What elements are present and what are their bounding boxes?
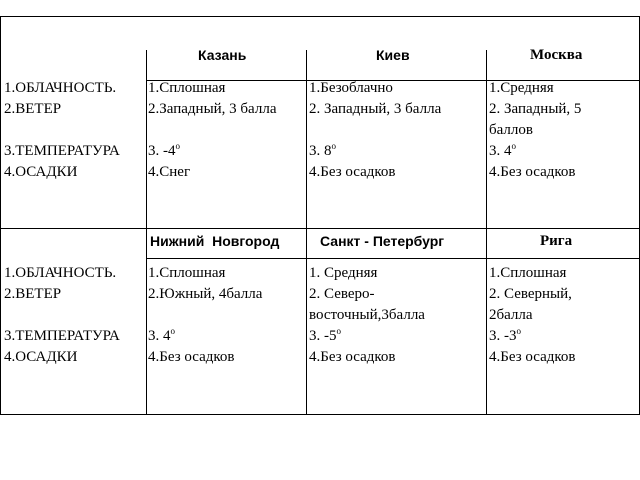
cell-riga [489,263,576,368]
col-divider-1 [146,50,147,415]
cloudiness-value: 1.Сплошная [148,265,226,281]
label-cloudiness: 1.ОБЛАЧНОСТЬ. [4,265,117,281]
cell-moscow [489,78,581,183]
cloudiness-value: 1.Сплошная [489,265,567,281]
row-divider [0,228,640,229]
wind-value: 2.Западный, 3 балла [148,101,277,117]
cell-kazan [148,78,276,183]
header-divider-2 [146,258,640,259]
cloudiness-value: 1.Средняя [489,80,554,96]
wind-value: 2.Южный, 4балла [148,286,263,302]
spacer [309,120,441,141]
precipitation-value: 4.Снег [148,164,191,180]
degree-sign: о [336,326,341,336]
label-precipitation: 4.ОСАДКИ [4,164,78,180]
wind-value: 2. Северный, [489,286,572,302]
label-precipitation: 4.ОСАДКИ [4,349,78,365]
city-header-kazan: Казань [198,47,247,63]
label-temperature: 3.ТЕМПЕРАТУРА [4,328,120,344]
precipitation-value: 4.Без осадков [489,164,576,180]
degree-sign: о [175,141,180,151]
table-border-top [0,16,640,17]
wind-value: 2. Северо- [309,286,375,302]
city-header-riga: Рига [540,233,573,249]
wind-value: 2. Западный, 3 балла [309,101,442,117]
degree-sign: о [511,141,516,151]
temperature-value: 3. $-3^о$ [489,326,521,344]
spacer [148,305,262,326]
city-header-nizhny-novgorod: Нижний Новгород [150,233,280,249]
city-header-moscow: Москва [530,47,583,63]
cell-nizhny-novgorod [148,263,262,368]
temperature-value: 3. $-5^о$ [309,326,341,344]
row-labels-top [4,78,120,183]
temperature-value: 3. $-4^о$ [148,141,180,159]
city-header-kiev: Киев [376,47,410,63]
col-divider-2 [306,50,307,415]
label-temperature: 3.ТЕМПЕРАТУРА [4,143,120,159]
cell-kiev [309,78,441,183]
cloudiness-value: 1.Безоблачно [309,80,393,96]
precipitation-value: 4.Без осадков [489,349,576,365]
precipitation-value: 4.Без осадков [309,164,396,180]
cell-saint-petersburg [309,263,425,368]
cloudiness-value: 1. Средняя [309,265,378,281]
cloudiness-value: 1.Сплошная [148,80,226,96]
table-border-bottom [0,414,640,415]
temperature-value: 3. $8^о$ [309,141,336,159]
precipitation-value: 4.Без осадков [309,349,396,365]
label-spacer [4,305,120,326]
label-spacer [4,120,120,141]
label-cloudiness: 1.ОБЛАЧНОСТЬ. [4,80,117,96]
label-wind: 2.ВЕТЕР [4,101,62,117]
precipitation-value: 4.Без осадков [148,349,235,365]
degree-sign: о [170,326,175,336]
city-header-saint-petersburg: Санкт - Петербург [320,233,445,249]
wind-value-cont: восточный,3балла [309,307,425,323]
wind-value-cont: баллов [489,122,533,138]
spacer [148,120,276,141]
wind-value: 2. Западный, 5 [489,101,582,117]
degree-sign: о [516,326,521,336]
col-divider-3 [486,50,487,415]
degree-sign: о [331,141,336,151]
label-wind: 2.ВЕТЕР [4,286,62,302]
table-border-left [0,16,1,415]
temperature-value: 3. $4^о$ [148,326,175,344]
row-labels-bottom [4,263,120,368]
wind-value-cont: 2балла [489,307,533,323]
temperature-value: 3. $4^о$ [489,141,516,159]
